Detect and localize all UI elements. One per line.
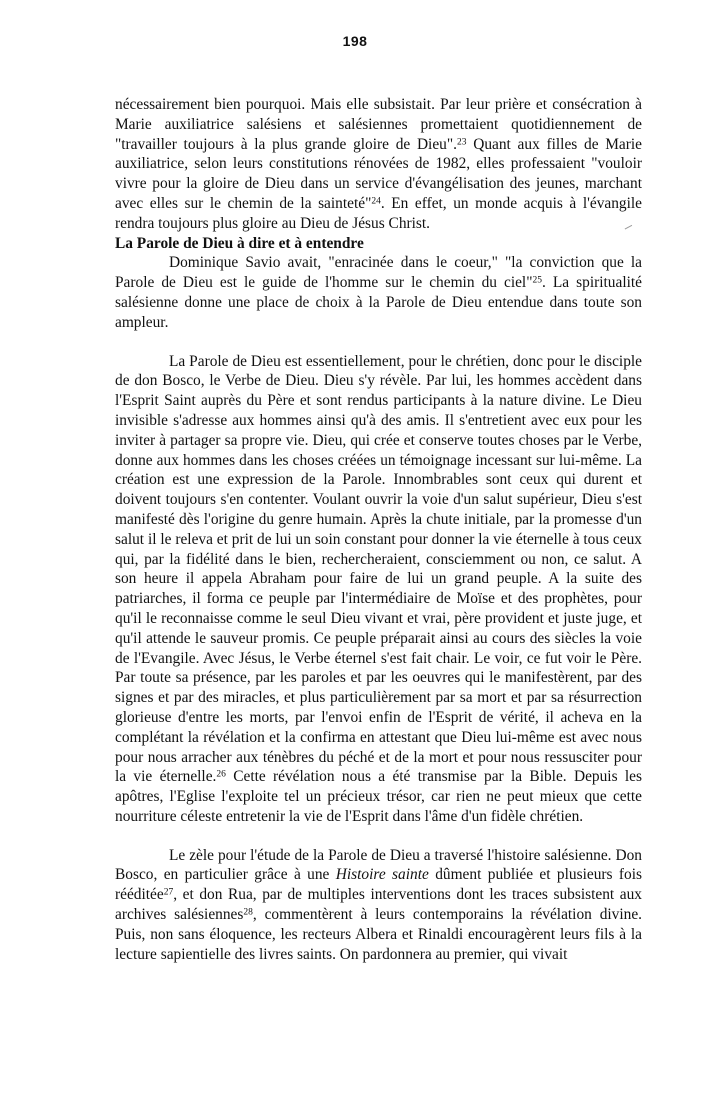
paragraph-4-text-b: dûment publiée et plusieurs fois rééditée: [115, 866, 642, 904]
paragraph-3-text-a: La Parole de Dieu est essentiellement, pour le chrétien, donc pour le disciple de don Bosco, le Verbe de Dieu. Dieu s'y révèle. Par lui, les hommes accèdent dans l'Esprit Saint auprès du Père et sont rendus participants à la nature divine. Le Dieu invisible s'adresse aux hommes ainsi qu'à des amis. Il s'entretient avec eux pour les inviter à partager sa propre vie. Dieu, qui crée et conserve toutes choses par le Verbe, donne aux hommes dans les choses créées un témoignage incessant sur lui-même. La création est une expression de la Parole. Innombrables sont ceux qui durent et doivent toujours s'en contenter. Voulant ouvrir la voie d'un salut supérieur, Dieu s'est manifesté dès l'origine du genre humain. Après la chute initiale, par la promesse d'un salut il le releva et prit de lui un soin constant pour donner la vie éternelle à tous ceux qui, par la fidélité dans le bien, rechercheraient, consciemment ou non, ce salut. A son heure il appela Abraham pour faire de lui un grand peuple. A la suite des patriarches, il forma ce peuple par l'intermédiaire de Moïse et des prophètes, pour qu'il le reconnaisse comme le seul Dieu vivant et vrai, père provident et juste juge, et qu'il attende le sauveur promis. Ce peuple préparait ainsi au cours des siècles la voie de l'Evangile. Avec Jésus, le Verbe éternel s'est fait chair. Le voir, ce fut voir le Père. Par toute sa présence, par les paroles et par les oeuvres qui le manifestèrent, par des signes et par des miracles, et plus particulièrement par sa mort et par sa résurrection glorieuse d'entre les morts, par l'envoi enfin de l'Esprit de vérité, il acheva en la complétant la révélation et la confirma en attestant que Dieu lui-même est avec nous pour nous arracher aux ténèbres du péché et de la mort et pour nous ressusciter pour la vie éternelle.: [115, 352, 642, 786]
footnote-ref-25: 25: [532, 275, 542, 286]
page-number: 198: [342, 33, 368, 49]
paragraph-1-text-c: . En effet, un monde acquis à l'évangile rendra toujours plus gloire au Dieu de Jésus Christ.: [115, 194, 642, 232]
paragraph-4: [115, 846, 642, 965]
paragraph-3: [115, 352, 642, 827]
footnote-ref-24: 24: [371, 196, 381, 207]
book-title: Histoire sainte: [335, 866, 429, 884]
paragraph-1-text-a: nécessairement bien pourquoi. Mais elle subsistait. Par leur prière et consécration à Marie auxiliatrice salésiens et salésiennes promettaient quotidiennement de "travailler toujours à la plus grande gloire de Dieu".: [115, 96, 642, 153]
paragraph-2: [115, 253, 642, 332]
paragraph-1-text-b: Quant aux filles de Marie auxiliatrice, selon leurs constitutions rénovées de 1982, elles professaient "vouloir vivre pour la gloire de Dieu dans un service d'évangélisation des jeunes, marchant avec elles sur le chemin de la sainteté": [115, 135, 642, 212]
paragraph-3-text-b: Cette révélation nous a été transmise par la Bible. Depuis les apôtres, l'Eglise l'exploite tel un précieux trésor, car rien ne peut mieux que cette nourriture céleste entretenir la vie de l'Esprit dans l'âme d'un fidèle chrétien.: [115, 768, 642, 825]
footnote-ref-26: 26: [216, 769, 226, 780]
paragraph-4-text-c: , et don Rua, par de multiples interventions dont les traces subsistent aux archives salésiennes: [115, 886, 642, 924]
footnote-ref-28: 28: [243, 907, 253, 918]
section-heading: La Parole de Dieu à dire et à entendre: [115, 234, 364, 252]
paragraph-1: [115, 95, 642, 234]
paragraph-4-text-d: , commentèrent à leurs contemporains la révélation divine. Puis, non sans éloquence, les recteurs Albera et Rinaldi encouragèrent leurs fils à la lecture sapientielle des livres saints. On pardonnera au premier, qui vivait: [115, 906, 643, 963]
footnote-ref-23: 23: [457, 136, 467, 147]
body-text: [115, 95, 642, 964]
paragraph-2-text-b: . La spiritualité salésienne donne une place de choix à la Parole de Dieu entendue dans toute son ampleur.: [115, 274, 642, 331]
paragraph-4-text-a: Le zèle pour l'étude de la Parole de Dieu a traversé l'histoire salésienne. Don Bosco, en particulier grâce à une: [115, 846, 642, 884]
paragraph-2-text-a: Dominique Savio avait, "enracinée dans le coeur," "la conviction que la Parole de Dieu est le guide de l'homme sur le chemin du ciel": [115, 254, 642, 292]
footnote-ref-27: 27: [163, 887, 174, 898]
